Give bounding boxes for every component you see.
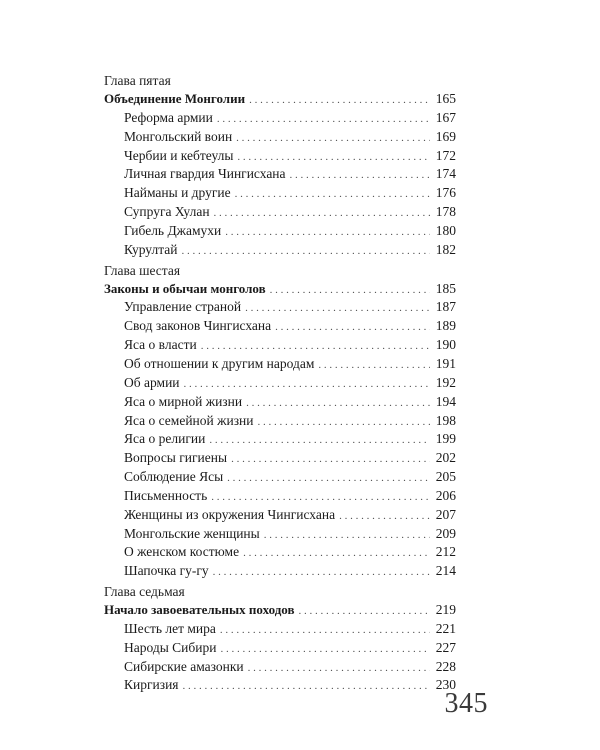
leader-dots (213, 563, 430, 582)
toc-entry[interactable] (104, 222, 456, 241)
toc-entry-title: Вопросы гигиены (124, 450, 228, 466)
toc-entry[interactable] (104, 487, 456, 506)
toc-entry-page: 190 (435, 337, 456, 353)
leader-dots (318, 356, 430, 375)
leader-dots (264, 526, 430, 545)
leader-dots (211, 488, 430, 507)
toc-entry-page: 174 (435, 166, 456, 182)
toc-entry-page: 182 (435, 241, 456, 257)
toc-entry[interactable] (104, 525, 456, 544)
toc-entry-page: 228 (435, 658, 456, 674)
toc-entry-title: Чербии и кебтеулы (124, 147, 234, 163)
toc-entry-title: Супруга Хулан (124, 204, 210, 220)
toc-entry[interactable] (104, 128, 456, 147)
toc-entry-title: Свод законов Чингисхана (124, 318, 272, 334)
chapter-7 (104, 583, 456, 695)
leader-dots (214, 204, 430, 223)
toc-entry-page: 178 (435, 204, 456, 220)
toc-entry-title: Личная гвардия Чингисхана (124, 166, 286, 182)
toc-entry-title: Найманы и другие (124, 185, 231, 201)
toc-entry-page: 189 (435, 318, 456, 334)
toc-entry-title: Об армии (124, 374, 180, 390)
leader-dots (220, 621, 430, 640)
leader-dots (339, 507, 430, 526)
chapter-label: Глава пятая (104, 73, 171, 88)
toc-entry-page: 176 (435, 185, 456, 201)
toc-entry-page: 172 (435, 147, 456, 163)
toc-entry-title: Об отношении к другим народам (124, 355, 315, 371)
leader-dots (225, 223, 430, 242)
toc-entry-page: 230 (435, 677, 456, 693)
leader-dots (237, 148, 430, 167)
leader-dots (183, 677, 430, 696)
toc-entry-title: Женщины из окружения Чингисхана (124, 506, 336, 522)
toc-entry[interactable] (104, 355, 456, 374)
toc-entry[interactable] (104, 298, 456, 317)
toc-entry-page: 209 (435, 525, 456, 541)
leader-dots (220, 640, 430, 659)
toc-entry[interactable] (104, 184, 456, 203)
chapter-label: Глава шестая (104, 262, 181, 278)
leader-dots (290, 166, 430, 185)
toc-entry-page: 212 (435, 544, 456, 560)
leader-dots (227, 469, 430, 488)
toc-entry-page: 165 (435, 91, 456, 106)
toc-entry-page: 185 (435, 280, 456, 296)
toc-entry-page: 191 (435, 355, 456, 371)
toc-entry[interactable] (104, 658, 456, 677)
toc-entry[interactable] (104, 241, 456, 260)
toc-entry-title: Яса о семейной жизни (124, 412, 254, 428)
toc-entry[interactable] (104, 412, 456, 431)
leader-dots (201, 337, 430, 356)
leader-dots (249, 91, 430, 110)
toc-entry[interactable] (104, 639, 456, 658)
leader-dots (245, 299, 430, 318)
toc-entry-page: 199 (435, 431, 456, 447)
toc-entry-title: Управление страной (124, 299, 242, 315)
toc-entry[interactable] (104, 562, 456, 581)
toc-entry[interactable] (104, 317, 456, 336)
toc-entry-title: Монгольский воин (124, 128, 233, 144)
leader-dots (217, 110, 430, 129)
toc-entry-title: О женском костюме (124, 544, 240, 560)
toc-entry[interactable] (104, 468, 456, 487)
toc-entry[interactable] (104, 620, 456, 639)
leader-dots (184, 375, 430, 394)
leader-dots (246, 394, 430, 413)
toc-entry[interactable] (104, 449, 456, 468)
toc-entry-page: 202 (435, 450, 456, 466)
toc-entry-title: Гибель Джамухи (124, 222, 222, 238)
toc-entry[interactable] (104, 676, 456, 695)
leader-dots (298, 602, 430, 621)
toc-entry-page: 227 (435, 639, 456, 655)
leader-dots (257, 413, 430, 432)
toc-entry-page: 206 (435, 487, 456, 503)
leader-dots (248, 659, 430, 678)
toc-entry[interactable] (104, 109, 456, 128)
toc-entry-page: 192 (435, 374, 456, 390)
toc-entry[interactable] (104, 203, 456, 222)
toc-entry-title: Начало завоевательных походов (104, 602, 295, 618)
leader-dots (182, 242, 431, 261)
toc-entry-page: 198 (435, 412, 456, 428)
page-number: 345 (444, 688, 488, 719)
toc-entry[interactable] (104, 147, 456, 166)
toc-entry-title: Шесть лет мира (124, 620, 216, 636)
toc-entry[interactable] (104, 374, 456, 393)
toc-chapter-title[interactable] (104, 601, 456, 620)
toc-entry-title: Яса о мирной жизни (124, 393, 243, 409)
toc-entry-page: 167 (435, 109, 456, 125)
leader-dots (235, 185, 430, 204)
toc-entry[interactable] (104, 393, 456, 412)
toc-entry-title: Объединение Монголии (104, 91, 246, 106)
toc-entry-page: 214 (435, 563, 456, 579)
toc-entry-title: Яса о религии (124, 431, 206, 447)
toc-chapter-title[interactable] (104, 280, 456, 299)
toc-entry-page: 187 (435, 299, 456, 315)
toc-entry-page: 180 (435, 222, 456, 238)
toc-entry[interactable] (104, 165, 456, 184)
toc-entry-title: Яса о власти (124, 337, 197, 353)
toc-entry-title: Соблюдение Ясы (124, 469, 224, 485)
toc-entry-page: 207 (435, 506, 456, 522)
toc-entry-title: Киргизия (124, 677, 179, 693)
leader-dots (275, 318, 430, 337)
toc-entry[interactable] (104, 336, 456, 355)
toc-entry-title: Народы Сибири (124, 639, 217, 655)
leader-dots (243, 544, 430, 563)
toc-entry-title: Курултай (124, 241, 178, 257)
chapter-6 (104, 262, 456, 582)
toc-entry-title: Шапочка гу-гу (124, 563, 209, 579)
toc-entry-title: Письменность (124, 487, 208, 503)
toc-entry-page: 169 (435, 128, 456, 144)
toc-entry-title: Сибирские амазонки (124, 658, 244, 674)
toc-entry-title: Законы и обычаи монголов (104, 280, 266, 296)
toc-entry-title: Реформа армии (124, 109, 213, 125)
toc-entry[interactable] (104, 430, 456, 449)
toc-entry[interactable] (104, 506, 456, 525)
leader-dots (209, 431, 430, 450)
toc-entry-page: 205 (435, 469, 456, 485)
leader-dots (236, 129, 430, 148)
toc-chapter-title[interactable] (104, 90, 456, 109)
toc-entry-page: 194 (435, 393, 456, 409)
chapter-5 (104, 72, 456, 260)
toc-entry-title: Монгольские женщины (124, 525, 260, 541)
toc-entry-page: 219 (435, 602, 456, 618)
table-of-contents (104, 72, 456, 695)
toc-entry-page: 221 (435, 620, 456, 636)
leader-dots (270, 281, 430, 300)
leader-dots (231, 450, 430, 469)
chapter-label: Глава седьмая (104, 584, 185, 600)
toc-entry[interactable] (104, 543, 456, 562)
